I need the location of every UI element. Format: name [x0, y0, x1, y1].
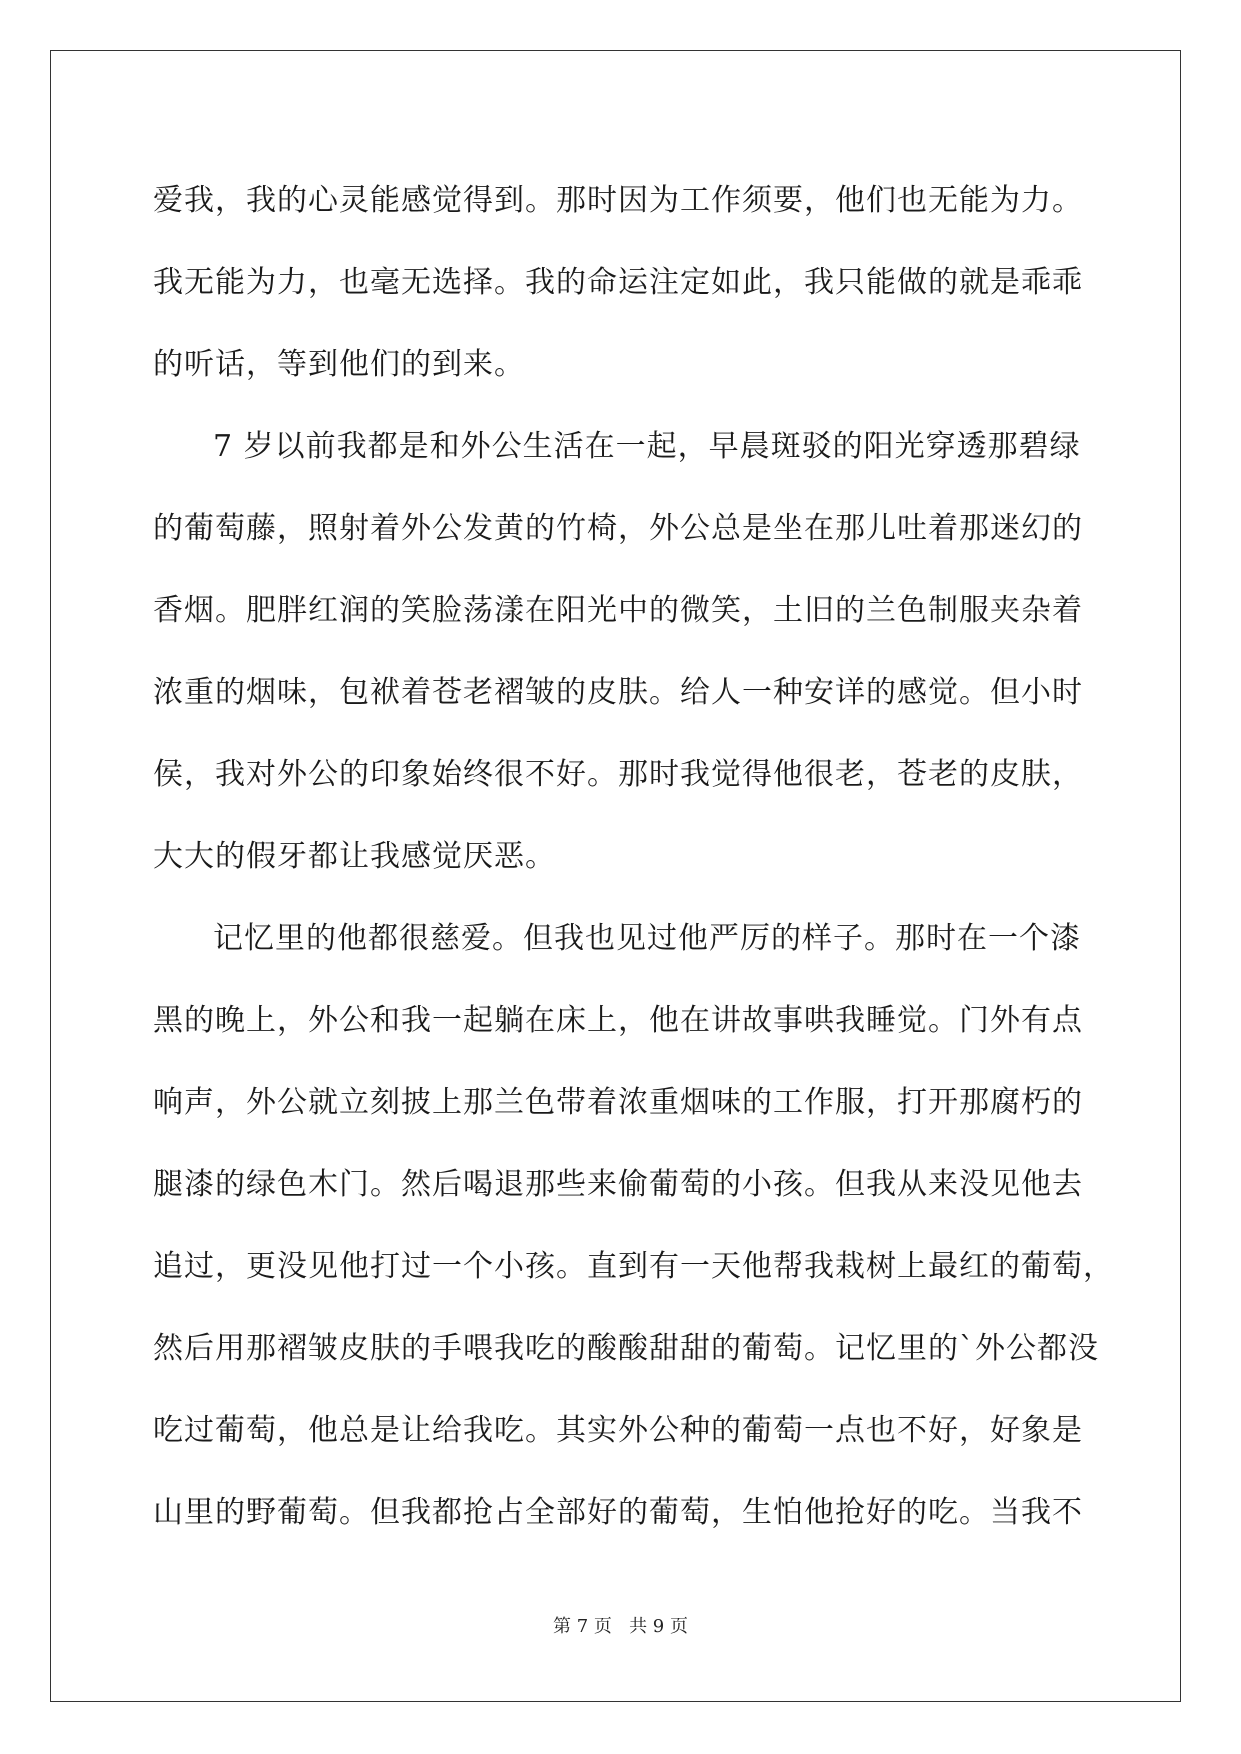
footer-separator [612, 1616, 629, 1637]
text-line: 追过，更没见他打过一个小孩。直到有一天他帮我栽树上最红的葡萄， [153, 1249, 1114, 1284]
text-line: 腿漆的绿色木门。然后喝退那些来偷葡萄的小孩。但我从来没见他去 [153, 1167, 1083, 1202]
text-line: 浓重的烟味，包袱着苍老褶皱的皮肤。给人一种安详的感觉。但小时 [153, 675, 1083, 710]
text-line: 的听话，等到他们的到来。 [153, 347, 525, 382]
text-line: 山里的野葡萄。但我都抢占全部好的葡萄，生怕他抢好的吃。当我不 [153, 1495, 1083, 1530]
text-line: 响声，外公就立刻披上那兰色带着浓重烟味的工作服，打开那腐朽的 [153, 1085, 1083, 1120]
text-line: 大大的假牙都让我感觉厌恶。 [153, 839, 556, 874]
text-line: 侯，我对外公的印象始终很不好。那时我觉得他很老，苍老的皮肤， [153, 757, 1083, 792]
text-line: 黑的晚上，外公和我一起躺在床上，他在讲故事哄我睡觉。门外有点 [153, 1003, 1083, 1038]
document-body [153, 160, 1114, 1554]
paragraph-first-line: 记忆里的他都很慈爱。但我也见过他严厉的样子。那时在一个漆 [213, 921, 1081, 956]
paragraph-first-line: 7 岁以前我都是和外公生活在一起，早晨斑驳的阳光穿透那碧绿 [213, 429, 1081, 464]
text-line: 香烟。肥胖红润的笑脸荡漾在阳光中的微笑，土旧的兰色制服夹杂着 [153, 593, 1083, 628]
text-line: 爱我，我的心灵能感觉得到。那时因为工作须要，他们也无能为力。 [153, 183, 1083, 218]
page-total: 共 9 页 [629, 1616, 688, 1637]
page-number: 第 7 页 [553, 1616, 612, 1637]
text-line: 吃过葡萄，他总是让给我吃。其实外公种的葡萄一点也不好，好象是 [153, 1413, 1083, 1448]
text-line: 的葡萄藤，照射着外公发黄的竹椅，外公总是坐在那儿吐着那迷幻的 [153, 511, 1083, 546]
text-line: 我无能为力，也毫无选择。我的命运注定如此，我只能做的就是乖乖 [153, 265, 1083, 300]
text-line: 然后用那褶皱皮肤的手喂我吃的酸酸甜甜的葡萄。记忆里的`外公都没 [153, 1331, 1099, 1366]
page-footer [0, 1615, 1241, 1639]
